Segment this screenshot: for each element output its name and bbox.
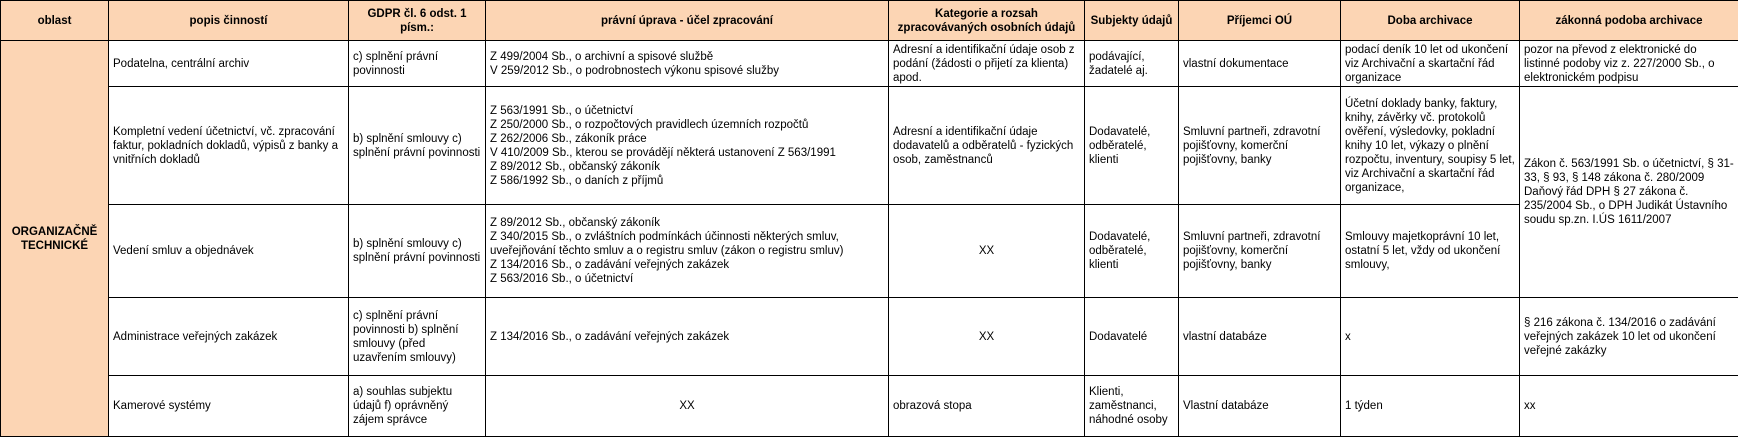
cell-popis: Vedení smluv a objednávek (109, 205, 349, 298)
header-oblast: oblast (1, 1, 109, 41)
header-subjekty: Subjekty údajů (1085, 1, 1179, 41)
cell-gdpr: b) splnění smlouvy c) splnění právní povinnosti (349, 205, 486, 298)
area-cell: ORGANIZAČNĚ TECHNICKÉ (1, 41, 109, 437)
legal-line: Z 563/2016 Sb., o účetnictví (490, 273, 634, 285)
cell-doba: Smlouvy majetkoprávní 10 let, ostatní 5 let, vždy od ukončení smlouvy, (1341, 205, 1520, 298)
legal-line: Z 250/2000 Sb., o rozpočtových pravidlech územních rozpočtů (490, 118, 809, 131)
cell-pravni-uprava: XX (486, 376, 889, 437)
cell-subjekty: Dodavatelé (1085, 298, 1179, 376)
cell-podoba: pozor na převod z elektronické do listinné podoby viz z. 227/2000 Sb., o elektronickém podpisu (1520, 41, 1738, 87)
legal-line: V 259/2012 Sb., o podrobnostech výkonu spisové služby (490, 64, 779, 77)
cell-pravni-uprava (486, 205, 889, 298)
table-row (1, 41, 1738, 87)
table-row (1, 376, 1738, 437)
legal-line: Z 262/2006 Sb., zákoník práce (490, 132, 647, 145)
cell-gdpr: b) splnění smlouvy c) splnění právní povinnosti (349, 87, 486, 205)
table-row (1, 87, 1738, 205)
cell-subjekty: Dodavatelé, odběratelé, klienti (1085, 205, 1179, 298)
cell-subjekty: Klienti, zaměstnanci, náhodné osoby (1085, 376, 1179, 437)
cell-prijemci: Vlastní databáze (1179, 376, 1341, 437)
header-popis-cinnosti: popis činností (109, 1, 349, 41)
cell-pravni-uprava (486, 41, 889, 87)
cell-kategorie: Adresní a identifikační údaje osob z podání (žádosti o přijetí za klienta) apod. (889, 41, 1085, 87)
header-doba-archivace: Doba archivace (1341, 1, 1520, 41)
cell-podoba: xx (1520, 376, 1738, 437)
header-prijemci: Příjemci OÚ (1179, 1, 1341, 41)
legal-line: Z 134/2016 Sb., o zadávání veřejných zakázek (490, 330, 730, 343)
cell-subjekty: Dodavatelé, odběratelé, klienti (1085, 87, 1179, 205)
cell-kategorie: obrazová stopa (889, 376, 1085, 437)
cell-podoba-merged: Zákon č. 563/1991 Sb. o účetnictví, § 31-33, § 93, § 148 zákona č. 280/2009 Daňový řád DPH § 27 zákona č. 235/2004 Sb., o DPH Judikát Ústavního soudu sp.zn. I.ÚS 1611/2007 (1520, 87, 1738, 298)
cell-pravni-uprava (486, 87, 889, 205)
header-gdpr-article: GDPR čl. 6 odst. 1 písm.: (349, 1, 486, 41)
cell-doba: Účetní doklady banky, faktury, knihy, závěrky vč. protokolů ověření, výsledovky, pokladní knihy 10 let, výkazy o plnění rozpočtu, inventury, soupisy 5 let, viz Archivační a skartační řád organizace, (1341, 87, 1520, 205)
header-podoba-archivace: zákonná podoba archivace (1520, 1, 1738, 41)
legal-line: Z 563/1991 Sb., o účetnictví (490, 104, 634, 117)
cell-popis: Administrace veřejných zakázek (109, 298, 349, 376)
cell-gdpr: a) souhlas subjektu údajů f) oprávněný zájem správce (349, 376, 486, 437)
legal-line: Z 586/1992 Sb., o daních z příjmů (490, 174, 664, 187)
cell-pravni-uprava (486, 298, 889, 376)
legal-line: Z 340/2015 Sb., o zvláštních podmínkách účinnosti některých smluv, (490, 231, 839, 243)
legal-line: Z 499/2004 Sb., o archivní a spisové službě (490, 50, 714, 63)
cell-popis: Podatelna, centrální archiv (109, 41, 349, 87)
cell-doba: 1 týden (1341, 376, 1520, 437)
legal-line: V 410/2009 Sb., kterou se provádějí některá ustanovení Z 563/1991 (490, 146, 836, 159)
cell-prijemci: vlastní databáze (1179, 298, 1341, 376)
cell-doba: x (1341, 298, 1520, 376)
cell-prijemci: vlastní dokumentace (1179, 41, 1341, 87)
cell-prijemci: Smluvní partneři, zdravotní pojišťovny, komerční pojišťovny, banky (1179, 205, 1341, 298)
legal-line: Z 89/2012 Sb., občanský zákoník (490, 217, 661, 229)
header-pravni-uprava: právní úprava - účel zpracování (486, 1, 889, 41)
cell-subjekty: podávající, žadatelé aj. (1085, 41, 1179, 87)
table-row (1, 298, 1738, 376)
header-kategorie: Kategorie a rozsah zpracovávaných osobních údajů (889, 1, 1085, 41)
cell-doba: podací deník 10 let od ukončení viz Archivační a skartační řád organizace (1341, 41, 1520, 87)
cell-gdpr: c) splnění právní povinnosti b) splnění smlouvy (před uzavřením smlouvy) (349, 298, 486, 376)
cell-popis: Kamerové systémy (109, 376, 349, 437)
legal-line: Z 134/2016 Sb., o zadávání veřejných zakázek (490, 259, 730, 271)
legal-line: uveřejňování těchto smluv a o registru smluv (zákon o registru smluv) (490, 245, 844, 257)
cell-kategorie: XX (889, 205, 1085, 298)
cell-prijemci: Smluvní partneři, zdravotní pojišťovny, komerční pojišťovny, banky (1179, 87, 1341, 205)
cell-kategorie: Adresní a identifikační údaje dodavatelů a odběratelů - fyzických osob, zaměstnanců (889, 87, 1085, 205)
cell-popis: Kompletní vedení účetnictví, vč. zpracování faktur, pokladních dokladů, výpisů z banky a vnitřních dokladů (109, 87, 349, 205)
legal-line: Z 89/2012 Sb., občanský zákoník (490, 160, 661, 173)
table-row (1, 205, 1738, 298)
cell-kategorie: XX (889, 298, 1085, 376)
cell-podoba: § 216 zákona č. 134/2016 o zadávání veřejných zakázek 10 let od ukončení veřejné zakázky (1520, 298, 1738, 376)
header-row (1, 1, 1738, 41)
cell-gdpr: c) splnění právní povinnosti (349, 41, 486, 87)
